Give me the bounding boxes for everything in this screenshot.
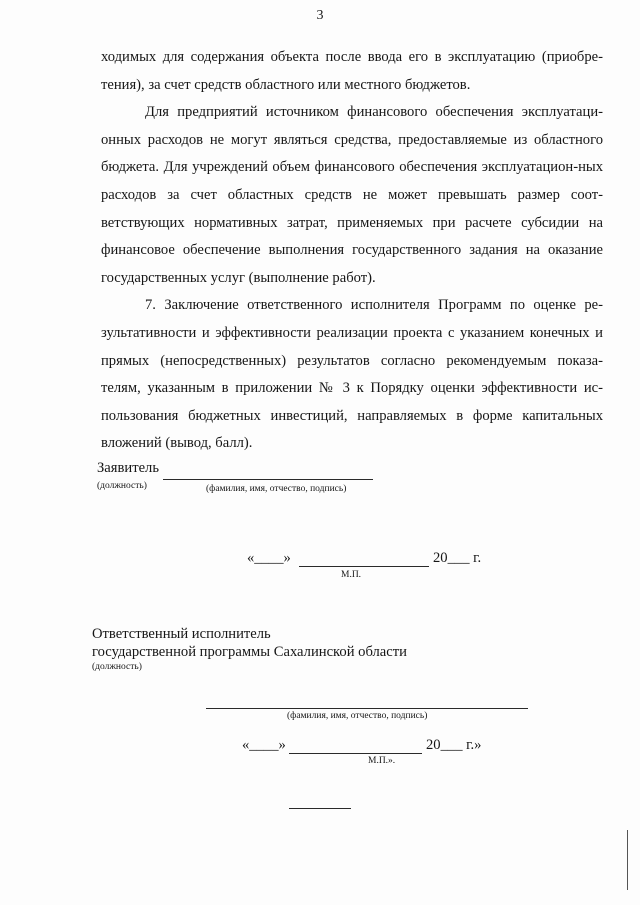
applicant-date-open: «____» (247, 550, 291, 566)
applicant-position-caption: (должность) (97, 481, 147, 491)
executor-position-caption: (должность) (92, 662, 142, 672)
applicant-label: Заявитель (97, 460, 159, 476)
end-separator-line (289, 808, 351, 809)
executor-line2: государственной программы Сахалинской области (92, 644, 407, 660)
executor-date-month-line (289, 753, 422, 754)
body-text (101, 44, 603, 458)
paragraph-conclusion: 7. Заключение ответственного исполнителя Программ по оценке ре-зультативности и эффективности реализации проекта с указанием конечных и прямых (непосредственных) результатов согласно рекомендуемым показа-телям, указанным в приложении № 3 к Порядку оценки эффективности ис-пользования бюджетных инвестиций, направляемых в форме капитальных вложений (вывод, балл). (101, 297, 603, 452)
applicant-stamp: М.П. (341, 570, 362, 580)
executor-name-caption: (фамилия, имя, отчество, подпись) (287, 711, 428, 721)
applicant-date-month-line (299, 566, 429, 567)
page-number: 3 (316, 8, 324, 23)
applicant-name-caption: (фамилия, имя, отчество, подпись) (206, 484, 347, 494)
applicant-date-year: 20___ г. (433, 550, 482, 566)
executor-stamp: М.П.». (368, 756, 396, 766)
paragraph-continuation: ходимых для содержания объекта после ввода его в эксплуатацию (приобре-тения), за счет средств областного или местного бюджетов. (101, 49, 603, 93)
applicant-signature-line (163, 479, 373, 480)
executor-line1: Ответственный исполнитель (92, 626, 271, 642)
scan-margin-mark (627, 830, 628, 890)
executor-date-open: «____» (242, 737, 286, 753)
paragraph-funding: Для предприятий источником финансового обеспечения эксплуатаци-онных расходов не могут являться средства, предоставляемые из областного бюджета. Для учреждений объем финансового обеспечения эксплуатацион-ных расходов за счет областных средств не может превышать размер соот-ветствующих нормативных затрат, применяемых при расчете субсидии на финансовое обеспечение выполнения государственного задания на оказание государственных услуг (выполнение работ). (101, 104, 603, 286)
executor-date-year: 20___ г.» (426, 737, 482, 753)
executor-signature-line (206, 708, 528, 709)
